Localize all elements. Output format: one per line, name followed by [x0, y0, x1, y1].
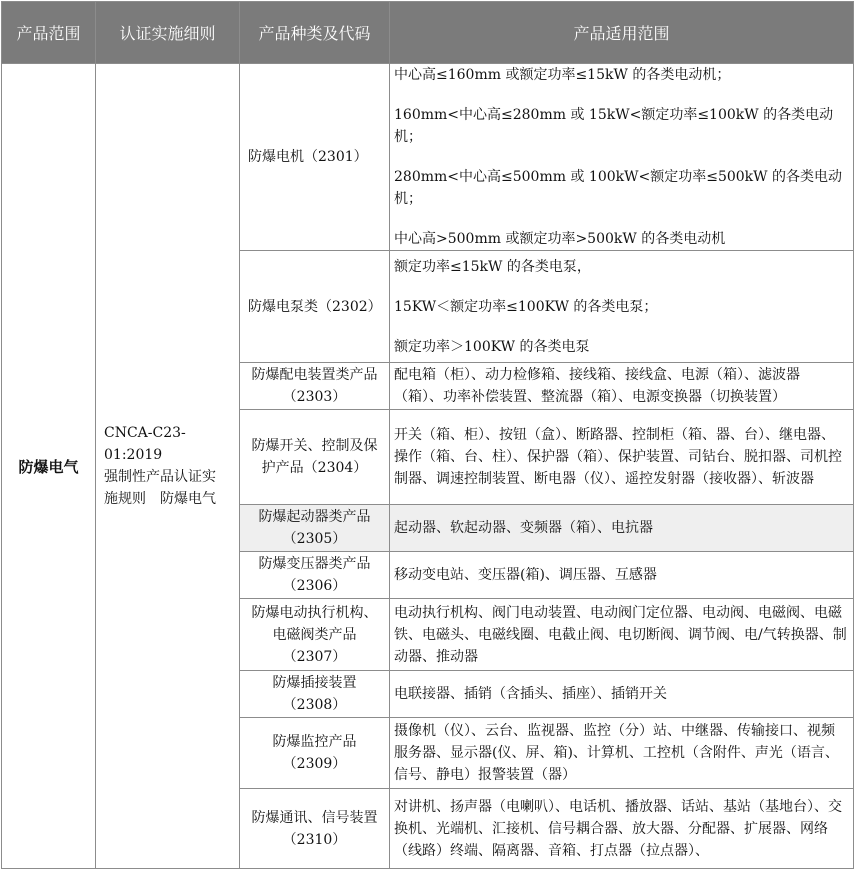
scope-cell: 电动执行机构、阀门电动装置、电动阀门定位器、电动阀、电磁阀、电磁铁、电磁头、电磁线圈、电截止阀、电切断阀、调节阀、电/气转换器、制动器、推动器: [390, 599, 854, 671]
scope-line: 160mm<中心高≤280mm 或 15kW<额定功率≤100kW 的各类电动机；: [394, 107, 834, 145]
header-row: [2, 2, 854, 64]
scope-line: 额定功率≤15kW 的各类电泵，: [394, 258, 591, 275]
category-cell: 防爆电机（2301）: [240, 64, 390, 251]
scope-cell: [390, 251, 854, 363]
rule-code: CNCA-C23-01:2019: [104, 425, 186, 463]
rule-title-line2: 施规则 防爆电气: [104, 491, 216, 507]
category-cell: 防爆通讯、信号装置（2310）: [240, 789, 390, 869]
scope-cell: 起动器、软起动器、变频器（箱）、电抗器: [390, 505, 854, 552]
implementation-rule-cell: [96, 64, 240, 869]
product-range-cell: 防爆电气: [2, 64, 96, 869]
certification-table: [1, 1, 854, 869]
category-cell: 防爆插接装置（2308）: [240, 671, 390, 718]
category-cell: 防爆起动器类产品（2305）: [240, 505, 390, 552]
rule-title-line1: 强制性产品认证实: [104, 469, 216, 485]
scope-cell: 开关（箱、柜）、按钮（盒）、断路器、控制柜（箱、器、台）、继电器、操作（箱、台、柱）、保护器（箱）、保护装置、司钻台、脱扣器、司机控制器、调速控制装置、断电器（仪）、遥控发射器（接收器）、斩波器: [390, 410, 854, 505]
table-row: [2, 64, 854, 251]
scope-cell: 电联接器、插销（含插头、插座）、插销开关: [390, 671, 854, 718]
category-cell: 防爆监控产品（2309）: [240, 718, 390, 789]
category-cell: 防爆开关、控制及保护产品（2304）: [240, 410, 390, 505]
header-product-range: 产品范围: [2, 2, 96, 64]
category-cell: 防爆变压器类产品（2306）: [240, 552, 390, 599]
header-applicable-scope: 产品适用范围: [390, 2, 854, 64]
scope-line: 15KW＜额定功率≤100KW 的各类电泵；: [394, 298, 658, 315]
scope-line: 中心高>500mm 或额定功率>500kW 的各类电动机: [394, 231, 726, 247]
category-cell: 防爆电动执行机构、电磁阀类产品（2307）: [240, 599, 390, 671]
scope-line: 额定功率＞100KW 的各类电泵: [394, 338, 590, 355]
header-implementation-rules: 认证实施细则: [96, 2, 240, 64]
scope-cell: 配电箱（柜）、动力检修箱、接线箱、接线盒、电源（箱）、滤波器（箱）、功率补偿装置、整流器（箱）、电源变换器（切换装置）: [390, 363, 854, 410]
scope-line: 中心高≤160mm 或额定功率≤15kW 的各类电动机；: [394, 67, 731, 83]
scope-cell: 摄像机（仪）、云台、监视器、监控（分）站、中继器、传输接口、视频服务器、显示器(仪、屏、箱)、计算机、工控机（含附件、声光（语言、信号、静电）报警装置（器）: [390, 718, 854, 789]
scope-cell: 移动变电站、变压器(箱)、调压器、互感器: [390, 552, 854, 599]
scope-line: 280mm<中心高≤500mm 或 100kW<额定功率≤500kW 的各类电动机；: [394, 169, 843, 207]
header-category-code: 产品种类及代码: [240, 2, 390, 64]
category-cell: 防爆电泵类（2302）: [240, 251, 390, 363]
scope-cell: 对讲机、扬声器（电喇叭）、电话机、播放器、话站、基站（基地台）、交换机、光端机、汇接机、信号耦合器、放大器、分配器、扩展器、网络（线路）终端、隔离器、音箱、打点器（拉点器）、: [390, 789, 854, 869]
scope-cell: [390, 64, 854, 251]
category-cell: 防爆配电装置类产品（2303）: [240, 363, 390, 410]
